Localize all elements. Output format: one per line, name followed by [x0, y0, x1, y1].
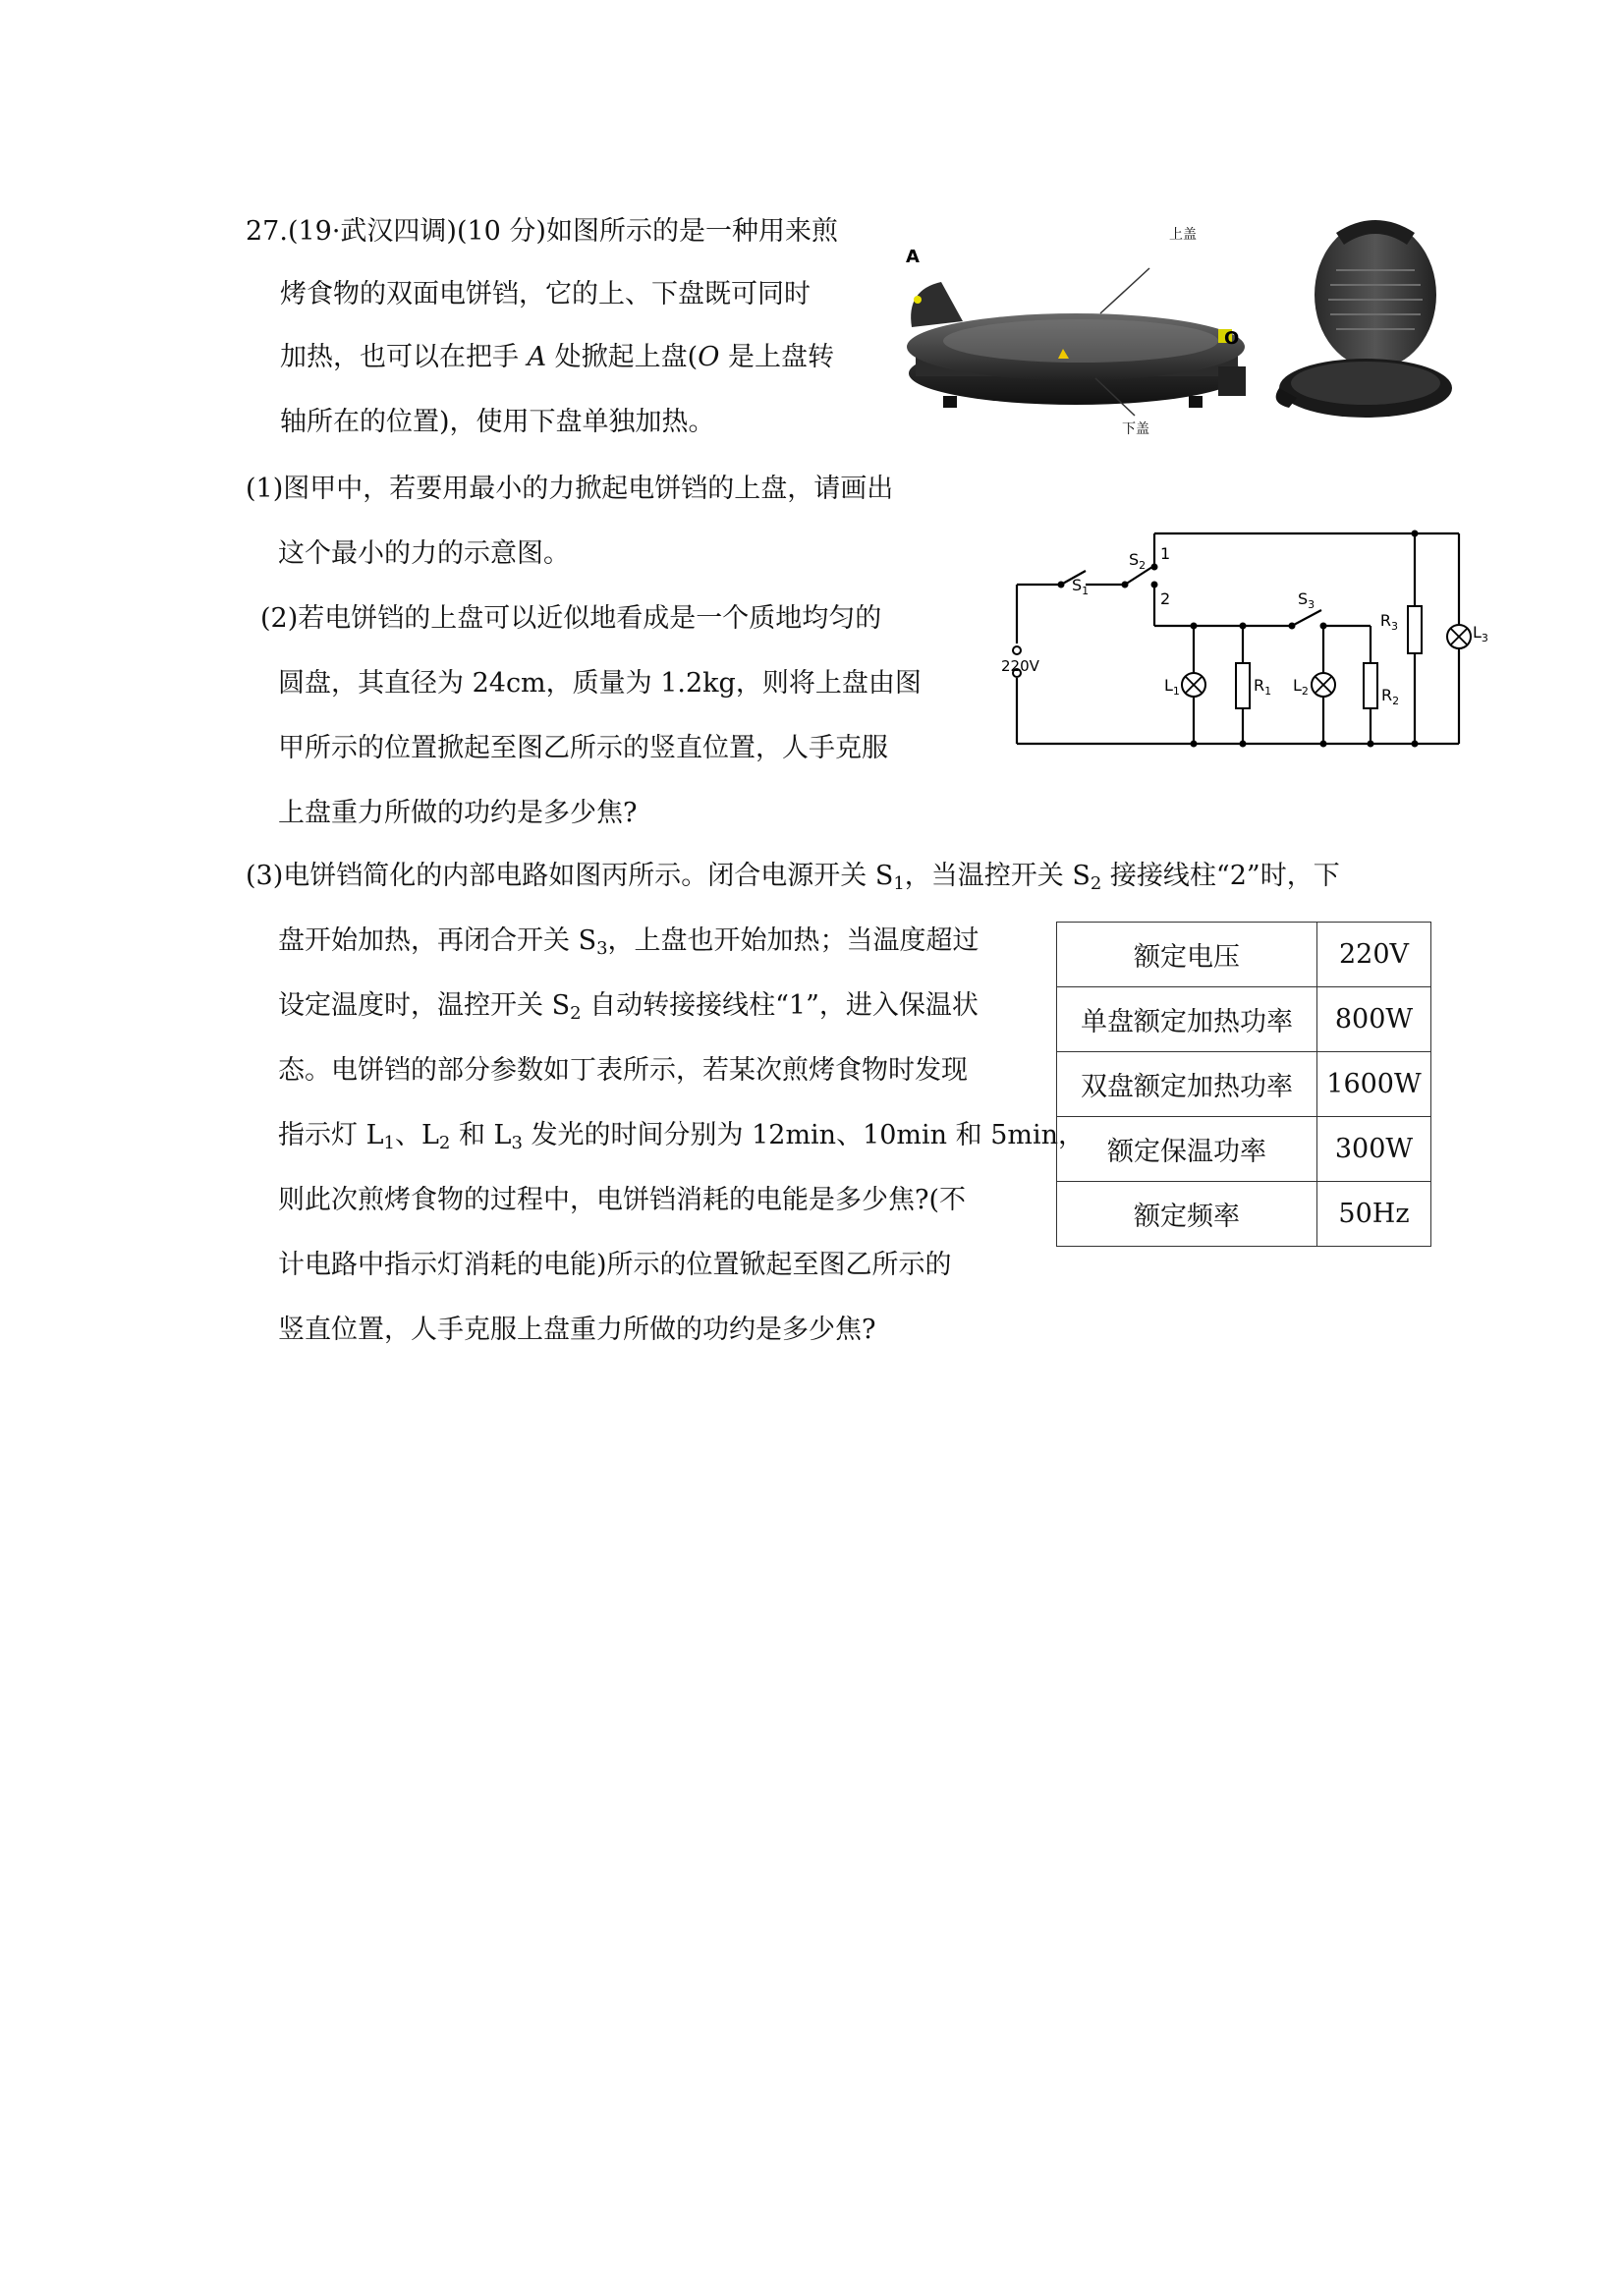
- table-row: [1057, 923, 1431, 987]
- table-row: [1057, 987, 1431, 1052]
- label-R3: $R_3$: [1379, 611, 1398, 633]
- part2-line-2: 圆盘，其直径为 24cm，质量为 1.2kg，则将上盘由图: [278, 668, 922, 699]
- table-row: [1057, 1052, 1431, 1117]
- closed-pan-photo: [906, 227, 1246, 437]
- table-row: [1057, 1117, 1431, 1182]
- terminal-1-label: 1: [1160, 544, 1171, 563]
- part1-line-2: 这个最小的力的示意图。: [278, 538, 570, 569]
- param-value: 800W: [1317, 987, 1431, 1052]
- label-top-lid: 上盖: [1169, 227, 1197, 243]
- open-pan-photo: [1276, 220, 1452, 418]
- param-name: 单盘额定加热功率: [1057, 987, 1317, 1052]
- part3-line-6: 则此次煎烤食物的过程中，电饼铛消耗的电能是多少焦?(不: [278, 1185, 967, 1215]
- source-voltage-label: 220V: [1001, 657, 1039, 675]
- part3-line-5: 指示灯 $L_1$、$L_2$ 和 $L_3$ 发光的时间分别为 12min、10min 和 5min，: [278, 1120, 1086, 1153]
- label-L1: $L_1$: [1164, 676, 1180, 698]
- label-L2: $L_2$: [1293, 676, 1309, 698]
- resistor-R3: [1408, 606, 1422, 653]
- param-name: 双盘额定加热功率: [1057, 1052, 1317, 1117]
- param-value: 300W: [1317, 1117, 1431, 1182]
- part3-line-4: 态。电饼铛的部分参数如丁表所示，若某次煎烤食物时发现: [278, 1055, 968, 1086]
- table-row: [1057, 1182, 1431, 1247]
- part2-line-3: 甲所示的位置掀起至图乙所示的竖直位置，人手克服: [278, 733, 888, 763]
- part3-line-8: 竖直位置，人手克服上盘重力所做的功约是多少焦?: [278, 1315, 876, 1345]
- part2-line-1: (2)若电饼铛的上盘可以近似地看成是一个质地均匀的: [260, 603, 882, 634]
- intro-line-4: 轴所在的位置)，使用下盘单独加热。: [280, 407, 715, 437]
- parameter-table: [1056, 922, 1431, 1247]
- label-S2: $S_2$: [1129, 550, 1147, 572]
- label-O: O: [1224, 328, 1240, 349]
- intro-line-3: 加热，也可以在把手 A 处掀起上盘(O 是上盘转: [280, 342, 834, 372]
- question-header: 27.(19·武汉四调)(10 分)如图所示的是一种用来煎: [246, 216, 838, 247]
- part2-line-4: 上盘重力所做的功约是多少焦?: [278, 798, 638, 828]
- param-name: 额定保温功率: [1057, 1117, 1317, 1182]
- param-name: 额定频率: [1057, 1182, 1317, 1247]
- param-value: 50Hz: [1317, 1182, 1431, 1247]
- part3-line-7: 计电路中指示灯消耗的电能)所示的位置锨起至图乙所示的: [278, 1250, 952, 1280]
- label-L3: $L_3$: [1473, 623, 1488, 644]
- label-R1: $R_1$: [1254, 676, 1272, 698]
- label-S3: $S_3$: [1298, 589, 1315, 611]
- circuit-diagram: [1001, 516, 1488, 752]
- param-value: 220V: [1317, 923, 1431, 987]
- part3-line-1: (3)电饼铛简化的内部电路如图丙所示。闭合电源开关 $S_1$，当温控开关 $S_2$ 接接线柱“2”时，下: [246, 861, 1340, 894]
- part3-line-3: 设定温度时，温控开关 $S_2$ 自动转接接线柱“1”，进入保温状: [278, 990, 979, 1024]
- intro-line-2: 烤食物的双面电饼铛，它的上、下盘既可同时: [280, 279, 811, 309]
- param-name: 额定电压: [1057, 923, 1317, 987]
- label-S1: $S_1$: [1072, 576, 1090, 597]
- label-bottom-lid: 下盖: [1122, 421, 1149, 437]
- part1-line-1: (1)图甲中，若要用最小的力掀起电饼铛的上盘，请画出: [246, 474, 894, 504]
- param-value: 1600W: [1317, 1052, 1431, 1117]
- part3-line-2: 盘开始加热，再闭合开关 $S_3$，上盘也开始加热；当温度超过: [278, 925, 979, 959]
- pan-figure: [904, 211, 1454, 447]
- terminal-2-label: 2: [1160, 589, 1171, 608]
- label-A: A: [906, 247, 920, 267]
- resistor-R1: [1236, 663, 1250, 708]
- resistor-R2: [1364, 663, 1377, 708]
- label-R2: $R_2$: [1381, 686, 1400, 707]
